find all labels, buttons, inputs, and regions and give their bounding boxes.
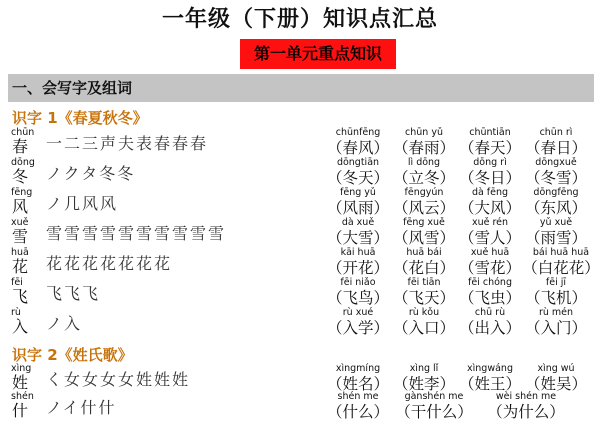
word-pinyin: fēng xuě bbox=[403, 217, 445, 228]
word: （姓吴） bbox=[524, 375, 587, 393]
word-pinyin: gànshén me bbox=[404, 391, 464, 402]
word-pinyin: fēngyún bbox=[404, 187, 444, 198]
char-row-xing bbox=[0, 364, 600, 394]
char-row-hua bbox=[0, 248, 600, 278]
word-pinyin: chūnfēng bbox=[335, 127, 381, 138]
word-group bbox=[325, 364, 600, 394]
stroke-order: ノ入 bbox=[46, 314, 83, 333]
word-group bbox=[325, 308, 600, 338]
word: （飞虫） bbox=[458, 289, 521, 307]
char-pinyin: dōng bbox=[11, 157, 35, 168]
word: （冬天） bbox=[326, 169, 389, 187]
char: 风 bbox=[12, 197, 29, 216]
word-pinyin: xìng lǐ bbox=[409, 363, 439, 374]
word-pinyin: fēi jī bbox=[545, 277, 567, 288]
word: （入门） bbox=[524, 319, 587, 337]
stroke-order: 花花花花花花花 bbox=[46, 254, 173, 273]
word-group bbox=[325, 188, 600, 218]
word: （大风） bbox=[458, 199, 521, 217]
char-pinyin: xìng bbox=[11, 363, 32, 374]
word: （春天） bbox=[458, 139, 521, 157]
word: （飞机） bbox=[524, 289, 587, 307]
word-pinyin: xuě rén bbox=[471, 217, 509, 228]
word-pinyin: dōng rì bbox=[473, 157, 507, 168]
word-pinyin: rù xué bbox=[342, 307, 374, 318]
word: （飞天） bbox=[392, 289, 455, 307]
word: （风雨） bbox=[326, 199, 389, 217]
unit-title-banner: 第一单元重点知识 bbox=[240, 39, 396, 69]
word-pinyin: fēi chóng bbox=[468, 277, 512, 288]
word-group bbox=[325, 392, 600, 422]
char-row-fei bbox=[0, 278, 600, 308]
word: （干什么） bbox=[395, 403, 473, 421]
word: （春雨） bbox=[392, 139, 455, 157]
char-pinyin: chūn bbox=[11, 127, 35, 138]
lesson-title-2: 识字 2《姓氏歌》 bbox=[12, 346, 133, 364]
char-row-xue bbox=[0, 218, 600, 248]
char: 花 bbox=[12, 257, 29, 276]
word: （冬日） bbox=[458, 169, 521, 187]
word: （立冬） bbox=[392, 169, 455, 187]
word-pinyin: xìngwáng bbox=[467, 363, 513, 374]
word-pinyin: fēi niǎo bbox=[340, 277, 376, 288]
word: （飞鸟） bbox=[326, 289, 389, 307]
word-pinyin: lì dōng bbox=[407, 157, 441, 168]
char-pinyin: fēng bbox=[11, 187, 33, 198]
lesson-title-1: 识字 1《春夏秋冬》 bbox=[12, 109, 148, 127]
word: （为什么） bbox=[487, 403, 565, 421]
char-pinyin: rù bbox=[11, 307, 21, 318]
word-pinyin: xuě huā bbox=[470, 247, 510, 258]
word: （姓王） bbox=[458, 375, 521, 393]
stroke-order: ノクタ冬冬 bbox=[46, 164, 136, 183]
word-pinyin: wèi shén me bbox=[495, 391, 557, 402]
char: 飞 bbox=[12, 287, 29, 306]
word: （入口） bbox=[392, 319, 455, 337]
word-pinyin: dà xuě bbox=[341, 217, 375, 228]
section-header: 一、会写字及组词 bbox=[8, 74, 594, 102]
word: （姓名） bbox=[326, 375, 389, 393]
word-pinyin: dōngtiān bbox=[336, 157, 380, 168]
word-pinyin: fēng yǔ bbox=[340, 187, 376, 198]
word: （雨雪） bbox=[524, 229, 587, 247]
stroke-order: ノ几风风 bbox=[46, 194, 119, 213]
word-pinyin: dōngfēng bbox=[533, 187, 579, 198]
word-pinyin: huā bái bbox=[406, 247, 442, 258]
word-pinyin: chū rù bbox=[474, 307, 506, 318]
word-pinyin: rù mén bbox=[538, 307, 574, 318]
char: 春 bbox=[12, 137, 29, 156]
word-pinyin: dà fēng bbox=[471, 187, 509, 198]
word: （冬雪） bbox=[524, 169, 587, 187]
word-pinyin: bái huā huā bbox=[532, 247, 590, 258]
char-row-ru bbox=[0, 308, 600, 338]
word: （东风） bbox=[524, 199, 587, 217]
word: （白花花） bbox=[522, 259, 600, 277]
word-group bbox=[325, 128, 600, 158]
char-pinyin: fēi bbox=[11, 277, 23, 288]
word: （什么） bbox=[326, 403, 389, 421]
stroke-order: 雪雪雪雪雪雪雪雪雪雪 bbox=[46, 224, 227, 243]
char-pinyin: shén bbox=[11, 391, 34, 402]
word-pinyin: dōngxuě bbox=[535, 157, 577, 168]
word-pinyin: chūntiān bbox=[469, 127, 511, 138]
word-pinyin: shén me bbox=[337, 391, 379, 402]
char: 姓 bbox=[12, 373, 29, 392]
stroke-order: 飞飞飞 bbox=[46, 284, 101, 303]
word: （出入） bbox=[458, 319, 521, 337]
word: （姓李） bbox=[392, 375, 455, 393]
word-pinyin: rù kǒu bbox=[408, 307, 440, 318]
page-title: 一年级（下册）知识点汇总 bbox=[161, 7, 438, 32]
char-row-chun bbox=[0, 128, 600, 158]
word-group bbox=[325, 248, 600, 278]
word-pinyin: chūn yǔ bbox=[405, 127, 443, 138]
word: （大雪） bbox=[326, 229, 389, 247]
word: （开花） bbox=[326, 259, 389, 277]
word-group bbox=[325, 278, 600, 308]
word-group bbox=[325, 218, 600, 248]
stroke-order: ノイ什什 bbox=[46, 398, 117, 417]
word-pinyin: chūn rì bbox=[539, 127, 573, 138]
word: （春日） bbox=[524, 139, 587, 157]
word: （雪人） bbox=[458, 229, 521, 247]
word: （花白） bbox=[392, 259, 455, 277]
word-pinyin: kāi huā bbox=[340, 247, 376, 258]
char: 雪 bbox=[12, 227, 29, 246]
char-pinyin: xuě bbox=[11, 217, 29, 228]
word: （雪花） bbox=[458, 259, 521, 277]
word-pinyin: fēi tiān bbox=[407, 277, 441, 288]
word-pinyin: xìng wú bbox=[537, 363, 575, 374]
word: （入学） bbox=[326, 319, 389, 337]
stroke-order: く女女女女姓姓姓 bbox=[46, 370, 191, 389]
word-pinyin: yǔ xuě bbox=[539, 217, 573, 228]
word: （风雪） bbox=[392, 229, 455, 247]
word: （风云） bbox=[392, 199, 455, 217]
word-pinyin: xìngmíng bbox=[335, 363, 381, 374]
stroke-order: 一二三声夫表春春春 bbox=[46, 134, 209, 153]
char-pinyin: huā bbox=[11, 247, 29, 258]
word: （春风） bbox=[326, 139, 389, 157]
char-row-dong bbox=[0, 158, 600, 188]
char: 冬 bbox=[12, 167, 29, 186]
char: 什 bbox=[12, 401, 29, 420]
word-group bbox=[325, 158, 600, 188]
char-row-feng bbox=[0, 188, 600, 218]
char-row-shen bbox=[0, 392, 600, 422]
char: 入 bbox=[12, 317, 29, 336]
